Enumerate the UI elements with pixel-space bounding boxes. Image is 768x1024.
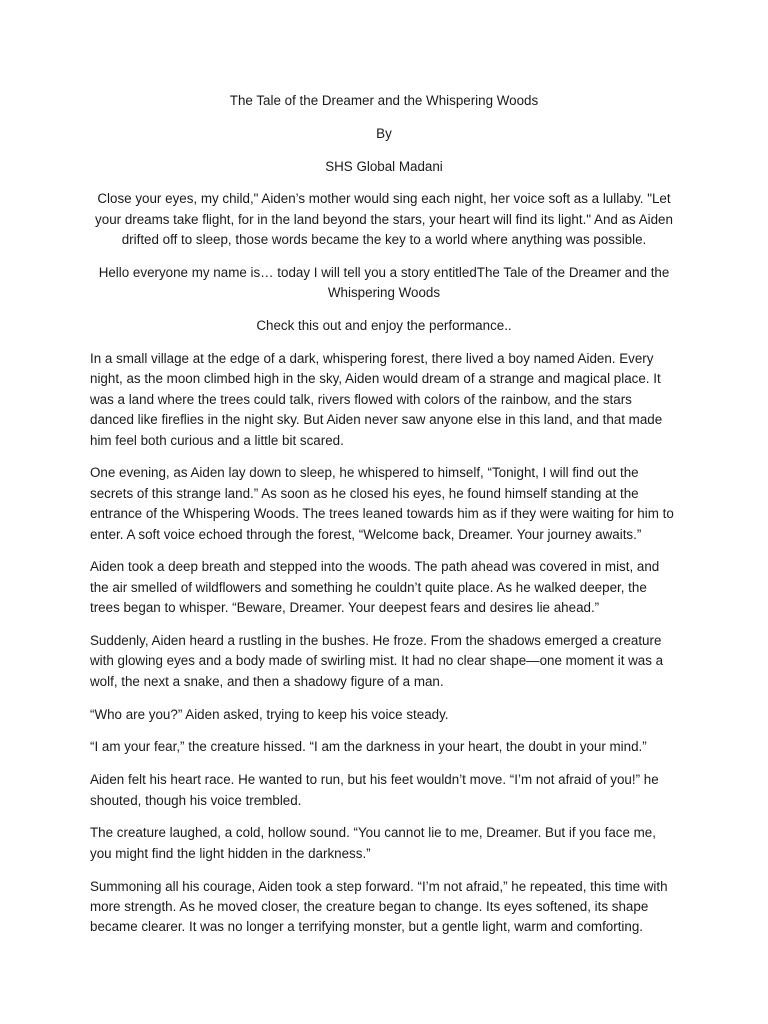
- story-paragraph: Suddenly, Aiden heard a rustling in the bushes. He froze. From the shadows emerged a creature with glowing eyes and a body made of swirling mist. It had no clear shape—one moment it was a wolf, the next a snake, and then a shadowy figure of a man.: [90, 633, 664, 689]
- document-title: The Tale of the Dreamer and the Whispering Woods: [229, 93, 539, 108]
- story-paragraph: The creature laughed, a cold, hollow sound. “You cannot lie to me, Dreamer. But if you face me, you might find the light hidden in the darkness.”: [90, 825, 656, 861]
- intro-paragraph-lullaby: Close your eyes, my child," Aiden’s mother would sing each night, her voice soft as a lullaby. "Let your dreams take flight, for in the land beyond the stars, your heart will find its light." And as Aiden drifted off to sleep, those words became the key to a world where anything was possible.: [95, 191, 673, 248]
- story-paragraph: “Who are you?” Aiden asked, trying to keep his voice steady.: [90, 706, 449, 722]
- story-paragraph: Aiden took a deep breath and stepped into the woods. The path ahead was covered in mist, and the air smelled of wildflowers and something he couldn’t quite place. As he walked deeper, the trees began to whisper. “Beware, Dreamer. Your deepest fears and desires lie ahead.”: [90, 559, 660, 616]
- story-paragraph: Aiden felt his heart race. He wanted to run, but his feet wouldn’t move. “I’m not afraid of you!” he shouted, though his voice trembled.: [90, 772, 659, 808]
- story-paragraph: One evening, as Aiden lay down to sleep, he whispered to himself, “Tonight, I will find out the secrets of this strange land.” As soon as he closed his eyes, he found himself standing at the entrance of the Whispering Woods. The trees leaned towards him as if they were waiting for him to enter. A soft voice echoed through the forest, “Welcome back, Dreamer. Your journey awaits.”: [90, 465, 674, 542]
- author-name: SHS Global Madani: [325, 158, 443, 174]
- intro-paragraph-performance: Check this out and enjoy the performance..: [256, 318, 512, 334]
- story-paragraph: In a small village at the edge of a dark, whispering forest, there lived a boy named Aiden. Every night, as the moon climbed high in the sky, Aiden would dream of a strange and magical place. It was a land where the trees could talk, rivers flowed with colors of the rainbow, and the stars danced like fireflies in the night sky. But Aiden never saw anyone else in this land, and that made him feel both curious and a little bit scared.: [90, 351, 663, 448]
- by-label: By: [376, 125, 392, 141]
- intro-paragraph-greeting: Hello everyone my name is… today I will tell you a story entitledThe Tale of the Dreamer and the Whispering Woods: [98, 265, 670, 301]
- story-paragraph: “I am your fear,” the creature hissed. “I am the darkness in your heart, the doubt in your mind.”: [90, 739, 647, 755]
- story-paragraph: Summoning all his courage, Aiden took a step forward. “I’m not afraid,” he repeated, this time with more strength. As he moved closer, the creature began to change. Its eyes softened, its shape became clearer. It was no longer a terrifying monster, but a gentle light, warm and comforting.: [90, 878, 668, 935]
